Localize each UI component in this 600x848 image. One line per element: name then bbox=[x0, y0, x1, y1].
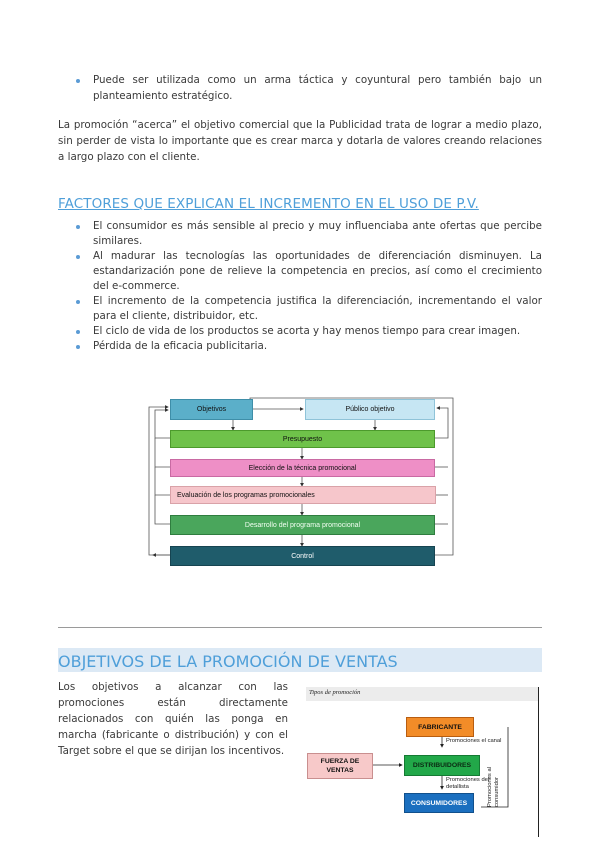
intro-bullet-list bbox=[58, 72, 542, 104]
bullet-icon bbox=[76, 330, 80, 334]
bullet-icon bbox=[76, 255, 80, 259]
list-item bbox=[58, 219, 542, 249]
fuerza-de-ventas-box: FUERZA DE VENTAS bbox=[307, 753, 373, 779]
control-box: Control bbox=[170, 546, 435, 566]
desarrollo-box: Desarrollo del programa promocional bbox=[170, 515, 435, 535]
fabricante-box: FABRICANTE bbox=[406, 717, 474, 737]
list-item bbox=[58, 294, 542, 324]
list-item bbox=[58, 249, 542, 294]
publico-objetivo-box: Público objetivo bbox=[305, 399, 435, 420]
list-item-text: Puede ser utilizada como un arma táctica y coyuntural pero también bajo un planteamiento estratégico. bbox=[93, 74, 542, 102]
list-item bbox=[58, 72, 542, 104]
consumidores-box: CONSUMIDORES bbox=[404, 793, 474, 813]
bullet-icon bbox=[76, 79, 80, 83]
evaluacion-box: Evaluación de los programas promocionales bbox=[170, 486, 436, 504]
bullet-icon bbox=[76, 225, 80, 229]
list-item bbox=[58, 339, 542, 354]
list-item bbox=[58, 324, 542, 339]
bullet-icon bbox=[76, 345, 80, 349]
label-detallista: Promociones del detallista bbox=[446, 777, 490, 790]
list-item-text: El ciclo de vida de los productos se acorta y hay menos tiempo para crear imagen. bbox=[93, 325, 521, 337]
paragraph: Los objetivos a alcanzar con las promociones están directamente relacionados con quién las ponga en marcha (fabricante o distribución) y con el Target sobre el que se dirijan los incentivos. bbox=[58, 681, 288, 757]
label-canal: Promociones el canal bbox=[446, 738, 502, 744]
diagram-title: Tipos de promoción bbox=[309, 689, 361, 696]
bullet-icon bbox=[76, 300, 80, 304]
paragraph: La promoción “acerca” el objetivo comercial que la Publicidad trata de lograr a medio plazo, sin perder de vista lo importante que es crear marca y dotarla de valores creando relaciones a largo plazo con el cliente. bbox=[58, 119, 542, 163]
list-item-text: El incremento de la competencia justifica la diferenciación, incrementando el valor para el cliente, distribuidor, etc. bbox=[93, 295, 542, 322]
factors-bullet-list bbox=[58, 219, 542, 354]
list-item-text: Al madurar las tecnologías las oportunidades de diferenciación disminuyen. La estandarización pone de relieve la competencia en precios, así como el crecimiento del e-commerce. bbox=[93, 250, 542, 292]
presupuesto-box: Presupuesto bbox=[170, 430, 435, 448]
label-consumidor: Promociones al consumidor bbox=[487, 767, 500, 807]
list-item-text: Pérdida de la eficacia publicitaria. bbox=[93, 340, 268, 352]
distribuidores-box: DISTRIBUIDORES bbox=[404, 755, 480, 776]
section-heading: OBJETIVOS DE LA PROMOCIÓN DE VENTAS bbox=[58, 652, 398, 671]
objetivos-box: Objetivos bbox=[170, 399, 253, 420]
list-item-text: El consumidor es más sensible al precio y muy influenciaba ante ofertas que percibe similares. bbox=[93, 220, 542, 247]
tipos-promocion-diagram bbox=[306, 687, 542, 837]
divider bbox=[58, 627, 542, 628]
promotion-flow-diagram bbox=[145, 394, 455, 574]
section-heading: FACTORES QUE EXPLICAN EL INCREMENTO EN EL USO DE P.V. bbox=[58, 196, 479, 212]
eleccion-box: Elección de la técnica promocional bbox=[170, 459, 435, 477]
